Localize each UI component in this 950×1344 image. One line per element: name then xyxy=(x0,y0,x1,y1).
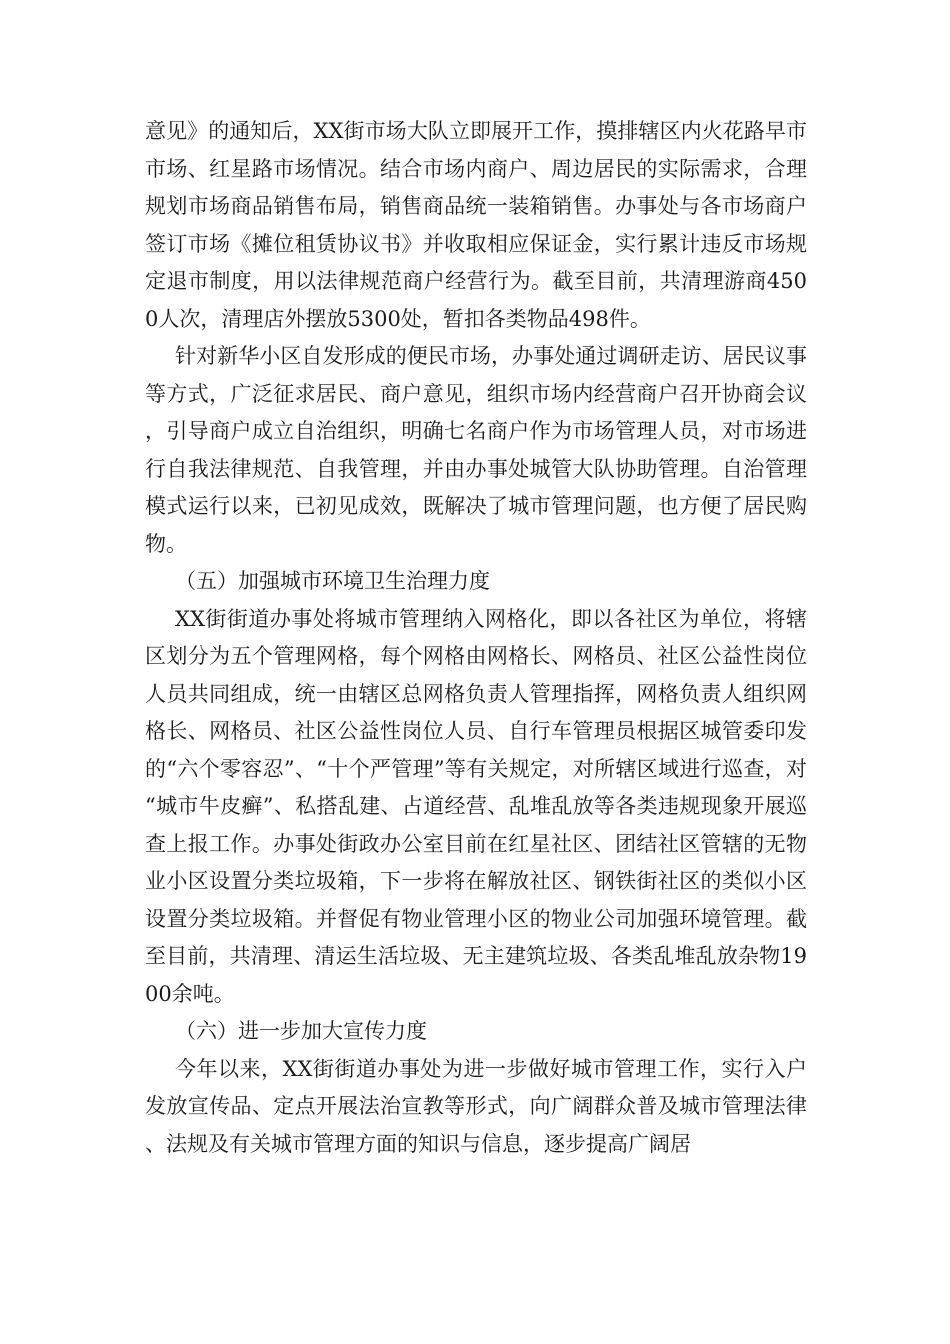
paragraph-xinhua-market: 针对新华小区自发形成的便民市场，办事处通过调研走访、居民议事等方式，广泛征求居民、商户意见，组织市场内经营商户召开协商会议，引导商户成立自治组织，明确七名商户作为市场管理人员，对市场进行自我法律规范、自我管理，并由办事处城管大队协助管理。自治管理模式运行以来，已初见成效，既解决了城市管理问题，也方便了居民购物。 xyxy=(145,344,807,556)
paragraph-grid-management: XX街街道办事处将城市管理纳入网格化，即以各社区为单位，将辖区划分为五个管理网格，每个网格由网格长、网格员、社区公益性岗位人员共同组成，统一由辖区总网格负责人管理指挥，网格负责人组织网格长、网格员、社区公益性岗位人员、自行车管理员根据区城管委印发的“六个零容忍”、“十个严管理”等有关规定，对所辖区域进行巡查，对“城市牛皮癣”、私搭乱建、占道经营、乱堆乱放等各类违规现象开展巡查上报工作。办事处街政办公室目前在红星社区、团结社区管辖的无物业小区设置分类垃圾箱，下一步将在解放社区、钢铁街社区的类似小区设置分类垃圾箱。并督促有物业管理小区的物业公司加强环境管理。截至目前，共清理、清运生活垃圾、无主建筑垃圾、各类乱堆乱放杂物1900余吨。 xyxy=(145,606,807,1006)
section-heading-environment: （五）加强城市环境卫生治理力度 xyxy=(175,569,490,593)
paragraph-market-rectification: 意见》的通知后，XX街市场大队立即展开工作，摸排辖区内火花路早市市场、红星路市场情况。结合市场内商户、周边居民的实际需求，合理规划市场商品销售布局，销售商品统一装箱销售。办事处与各市场商户签订市场《摊位租赁协议书》并收取相应保证金，实行累计违反市场规定退市制度，用以法律规范商户经营行为。截至目前，共清理游商4500人次，清理店外摆放5300处，暂扣各类物品498件。 xyxy=(145,119,807,331)
document-body xyxy=(145,113,807,1163)
paragraph-publicity: 今年以来，XX街街道办事处为进一步做好城市管理工作，实行入户发放宣传品、定点开展法治宣教等形式，向广阔群众普及城市管理法律、法规及有关城市管理方面的知识与信息，逐步提高广阔居 xyxy=(145,1056,807,1156)
section-heading-publicity: （六）进一步加大宣传力度 xyxy=(175,1019,427,1043)
